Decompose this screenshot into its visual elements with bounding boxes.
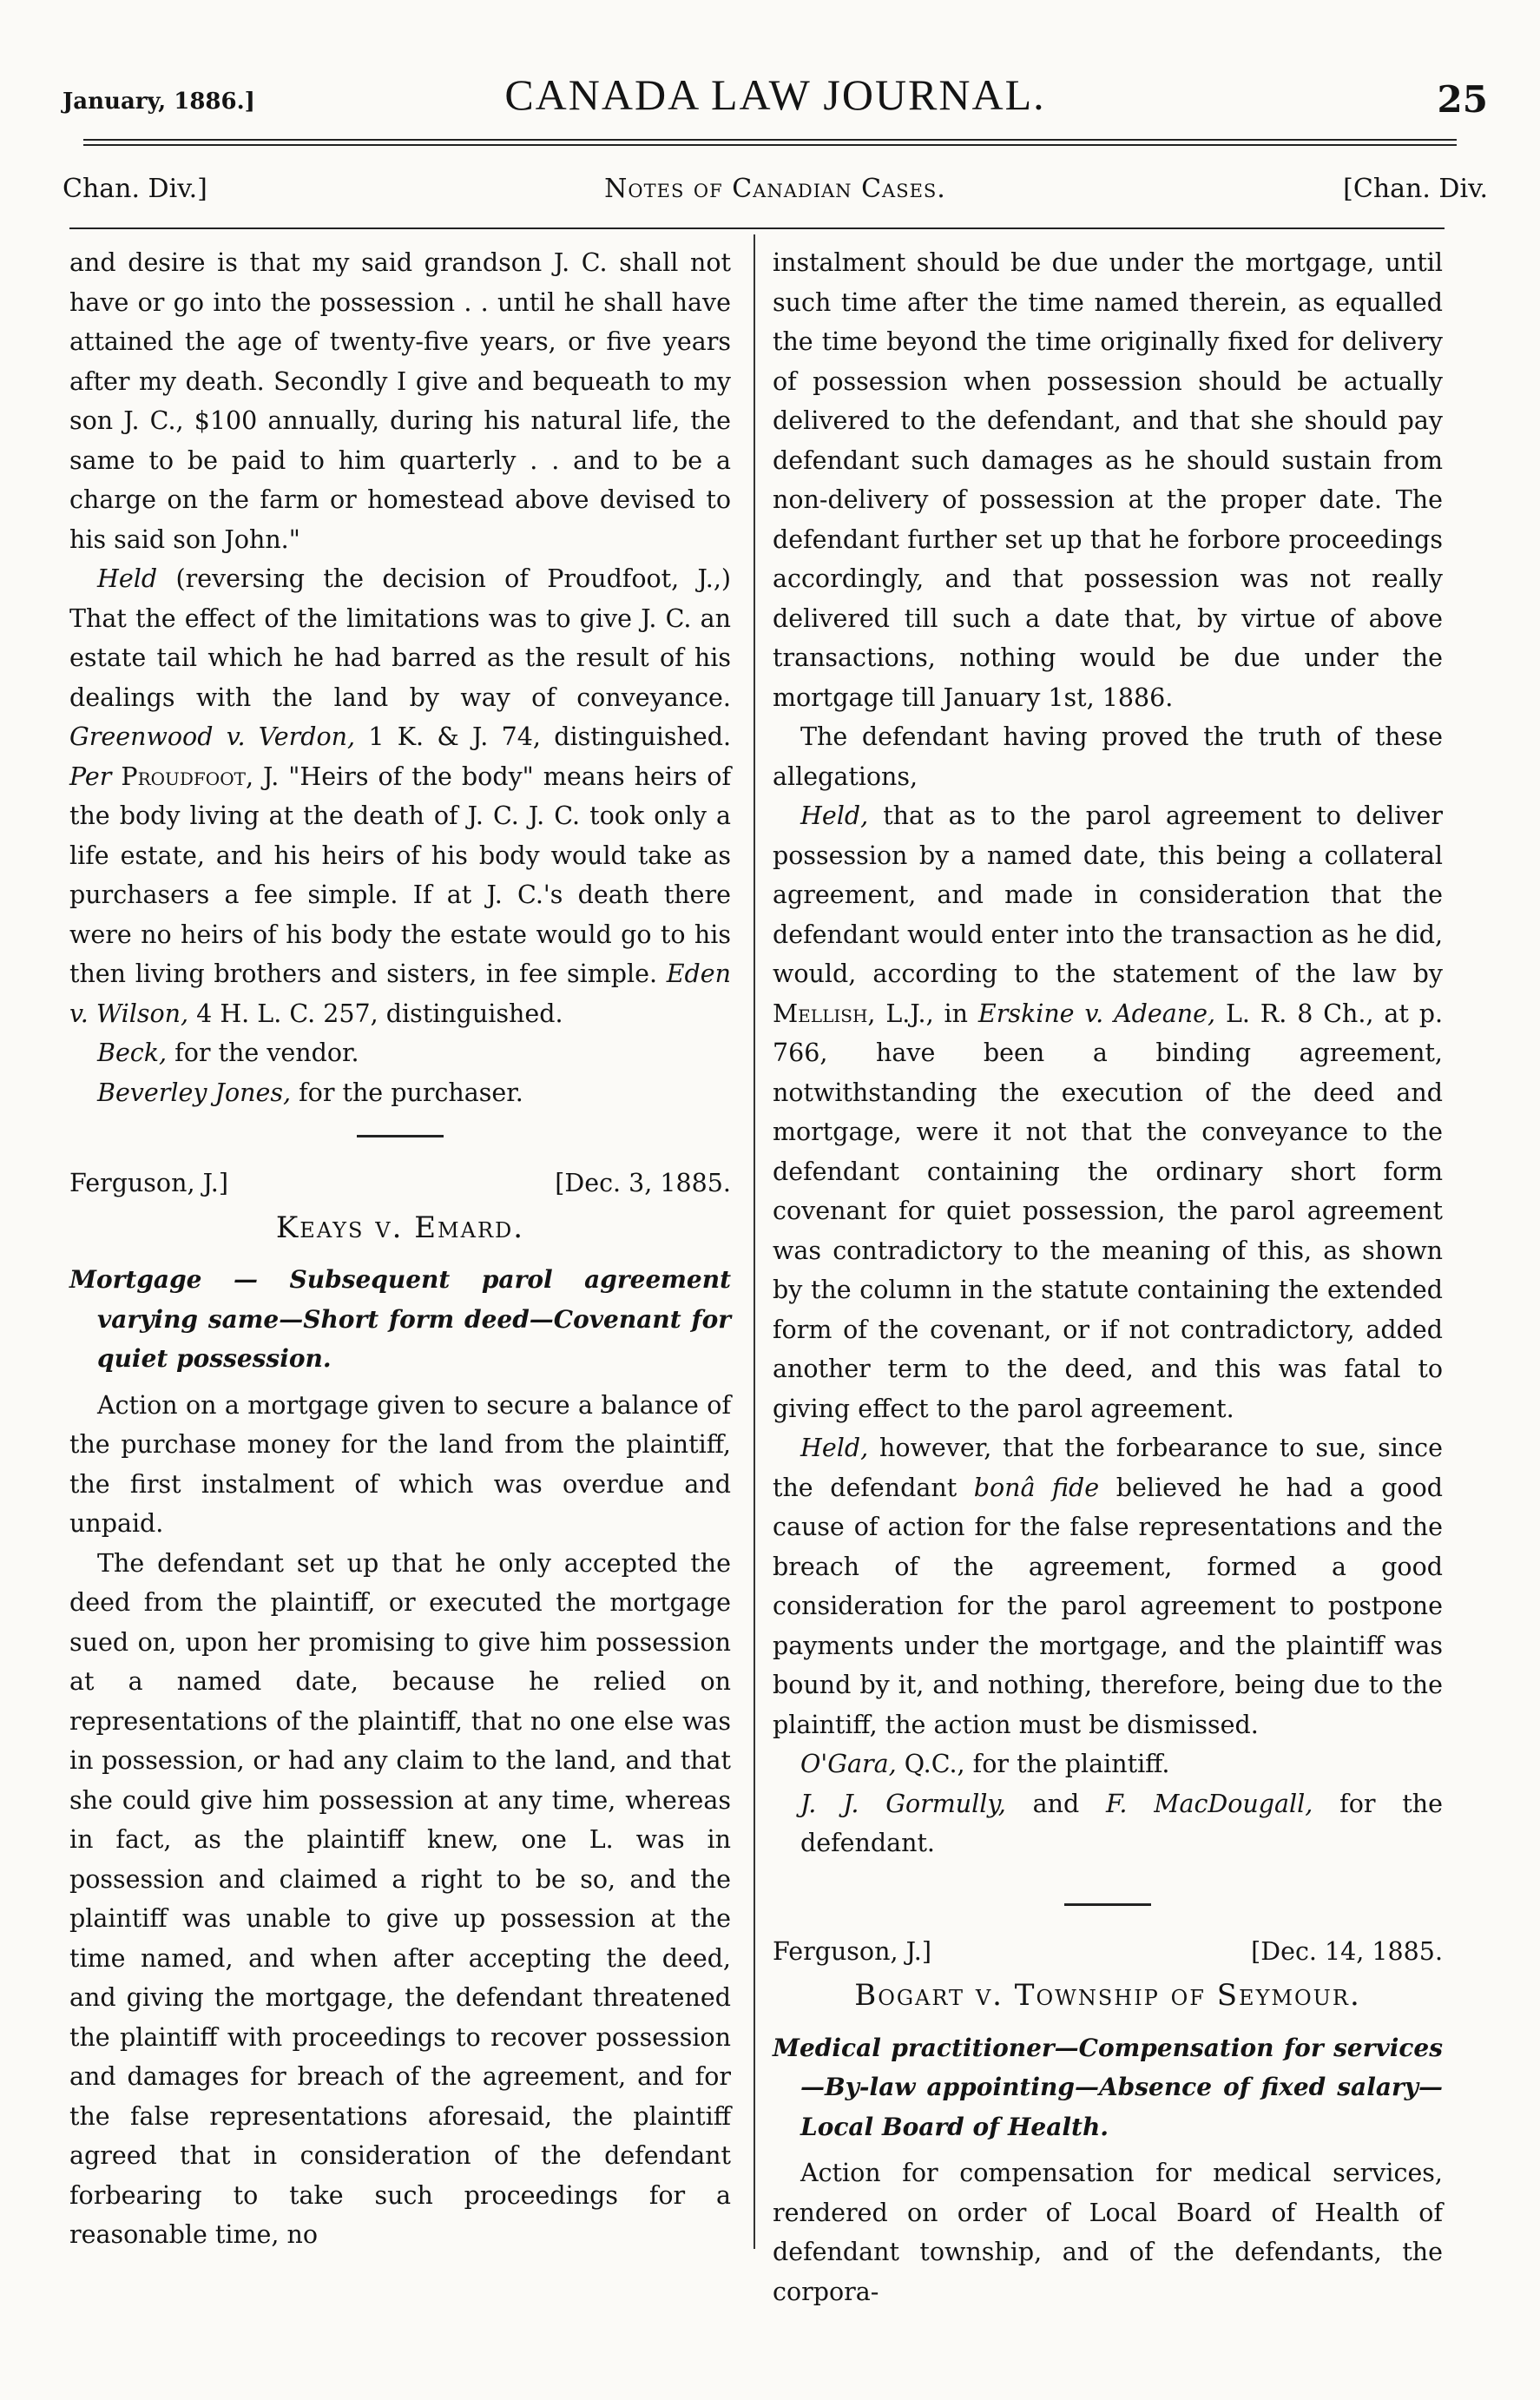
- will-quote-continuation: and desire is that my said grandson J. C. shall not have or go into the possession . . until he shall have attained the age of twenty-five years, or five years after my death. Secondly I give and bequeath to my son J. C., $100 annually, during his natural life, the same to be paid to him quarterly . . and to be a charge on the farm or homestead above devised to his said son John.": [69, 248, 731, 554]
- held-paragraph: [773, 1428, 1443, 1744]
- case-paragraph: Action on a mortgage given to secure a balance of the purchase money for the land from the plaintiff, the first instalment of which was overdue and unpaid.: [69, 1390, 731, 1538]
- held-label: Held,: [800, 1434, 869, 1462]
- counsel-name: F. MacDougall,: [1106, 1789, 1313, 1818]
- counsel-line: [773, 1784, 1443, 1863]
- case-separator: [357, 1135, 444, 1137]
- case-headnote: Medical practitioner—Compensation for services—By-law appointing—Absence of fixed salary—Local Board of Health.: [773, 2033, 1443, 2141]
- section-header: [63, 174, 1488, 212]
- case-judge: Ferguson, J.]: [69, 1169, 228, 1197]
- case-date: [Dec. 14, 1885.: [1251, 1936, 1443, 1966]
- case-paragraph: Action for compensation for medical services, rendered on order of Local Board of Health of defendant township, and of the defendants, the corpora-: [773, 2159, 1443, 2306]
- judge-name: Proudfoot,: [111, 762, 253, 791]
- right-column: [773, 243, 1443, 2311]
- section-title: Notes of Canadian Cases.: [604, 174, 946, 204]
- header-rule-bottom: [83, 144, 1457, 146]
- journal-title: CANADA LAW JOURNAL.: [504, 70, 1046, 119]
- case-paragraph: The defendant set up that he only accepted the deed from the plaintiff, or executed the mortgage sued on, upon her promising to give him possession at a named date, because he relied on representations of the plaintiff, that no one else was in possession, or had any claim to the land, and that she could give him possession at any time, whereas in fact, as the plaintiff knew, one L. was in possession and claimed a right to be so, and the plaintiff was unable to give up possession at the time named, and when after accepting the deed, and giving the mortgage, the defendant threatened the plaintiff with proceedings to recover possession and damages for breach of the agreement, and for the false representations aforesaid, the plaintiff agreed that in consideration of the defendant forbearing to take such proceedings for a reasonable time, no: [69, 1548, 731, 2249]
- subheader-rule: [69, 227, 1445, 229]
- counsel-line: [69, 1073, 731, 1113]
- judge-name: Mellish,: [773, 999, 876, 1028]
- per-label: Per: [69, 762, 112, 791]
- case-date: [Dec. 3, 1885.: [555, 1169, 731, 1197]
- case-paragraph: The defendant having proved the truth of these allegations,: [773, 722, 1443, 791]
- per-text: J. "Heirs of the body" means heirs of the body living at the death of J. C. J. C. took only a life estate, and his heirs of his body would take as purchasers a fee simple. If at J. C.'s death there were no heirs of his body the estate would go to his then living brothers and sisters, in fee simple.: [69, 762, 731, 988]
- division-left: Chan. Div.]: [63, 174, 207, 204]
- counsel-role: for the defendant.: [800, 1789, 1443, 1857]
- counsel-conjunction: and: [1005, 1789, 1107, 1818]
- case-title: Keays v. Emard.: [275, 1210, 525, 1245]
- held-label: Held: [97, 564, 158, 593]
- counsel-name: J. J. Gormully,: [800, 1789, 1006, 1818]
- counsel-role: for the vendor.: [167, 1038, 359, 1067]
- held-paragraph: [69, 559, 731, 1033]
- page-number: 25: [1437, 78, 1488, 121]
- case-judge: Ferguson, J.]: [773, 1936, 931, 1966]
- issue-date: January, 1886.]: [63, 89, 255, 115]
- counsel-role: Q.C., for the plaintiff.: [896, 1750, 1170, 1778]
- case-paragraph-continuation: instalment should be due under the mortgage, until such time after the time named therein, as equalled the time beyond the time originally fixed for delivery of possession when possession should be actually delivered to the defendant, and that she should pay defendant such damages as he should sustain from non-delivery of possession at the proper date. The defendant further set up that he forbore proceedings accordingly, and that possession was not really delivered till such a date that, by virtue of above transactions, nothing would be due under the mortgage till January 1st, 1886.: [773, 248, 1443, 712]
- case-title: Bogart v. Township of Seymour.: [854, 1978, 1361, 2013]
- running-header: [63, 69, 1488, 130]
- held-text: (reversing the decision of Proudfoot, J.,) That the effect of the limitations was to give J. C. an estate tail which he had barred as the result of his dealings with the land by way of conveyance.: [69, 564, 731, 712]
- column-divider: [754, 234, 755, 2249]
- held-text: believed he had a good cause of action for the false representations and the breach of the agreement, formed a good consideration for the parol agreement to postpone payments under the mortgage, and the plaintiff was bound by it, and nothing, therefore, being due to the plaintiff, the action must be dismissed.: [773, 1473, 1444, 1739]
- case-reference: Eden v. Wilson,: [69, 959, 731, 1028]
- counsel-name: O'Gara,: [800, 1750, 897, 1778]
- counsel-line: [69, 1033, 731, 1073]
- counsel-name: Beck,: [97, 1038, 168, 1067]
- case-citation: 1 K. & J. 74, distinguished.: [355, 722, 731, 751]
- counsel-line: [773, 1744, 1443, 1784]
- division-right: [Chan. Div.: [1343, 174, 1488, 204]
- counsel-role: for the purchaser.: [291, 1078, 523, 1107]
- case-headnote: Mortgage — Subsequent parol agreement varying same—Short form deed—Covenant for quiet possession.: [69, 1265, 731, 1373]
- case-judge-line: [69, 1164, 731, 1203]
- case-citation: 4 H. L. C. 257, distinguished.: [188, 999, 563, 1028]
- held-paragraph: [773, 796, 1443, 1428]
- case-reference: Erskine v. Adeane,: [977, 999, 1216, 1028]
- header-rule-top: [83, 139, 1457, 141]
- case-separator: [1064, 1903, 1151, 1906]
- left-column: [69, 243, 731, 2255]
- latin-phrase: bonâ fide: [973, 1473, 1100, 1502]
- held-text: L.J., in: [875, 999, 978, 1028]
- held-text: L. R. 8 Ch., at p. 766, have been a binding agreement, notwithstanding the execution of the deed and mortgage, were it not that the conveyance to the defendant containing the ordinary short form covenant for quiet possession, the parol agreement was contradictory to the meaning of this, as shown by the column in the statute containing the extended form of the covenant, or if not contradictory, added another term to the deed, and this was fatal to giving effect to the parol agreement.: [773, 999, 1443, 1423]
- held-text: that as to the parol agreement to deliver possession by a named date, this being a collateral agreement, and made in consideration that the defendant would enter into the transaction as he did, would, according to the statement of the law by: [773, 801, 1443, 988]
- held-label: Held,: [800, 801, 869, 830]
- held-text: however, that the forbearance to sue, since the defendant: [773, 1434, 1443, 1502]
- case-reference: Greenwood v. Verdon,: [69, 722, 356, 751]
- counsel-name: Beverley Jones,: [97, 1078, 292, 1107]
- case-judge-line: [773, 1932, 1443, 1972]
